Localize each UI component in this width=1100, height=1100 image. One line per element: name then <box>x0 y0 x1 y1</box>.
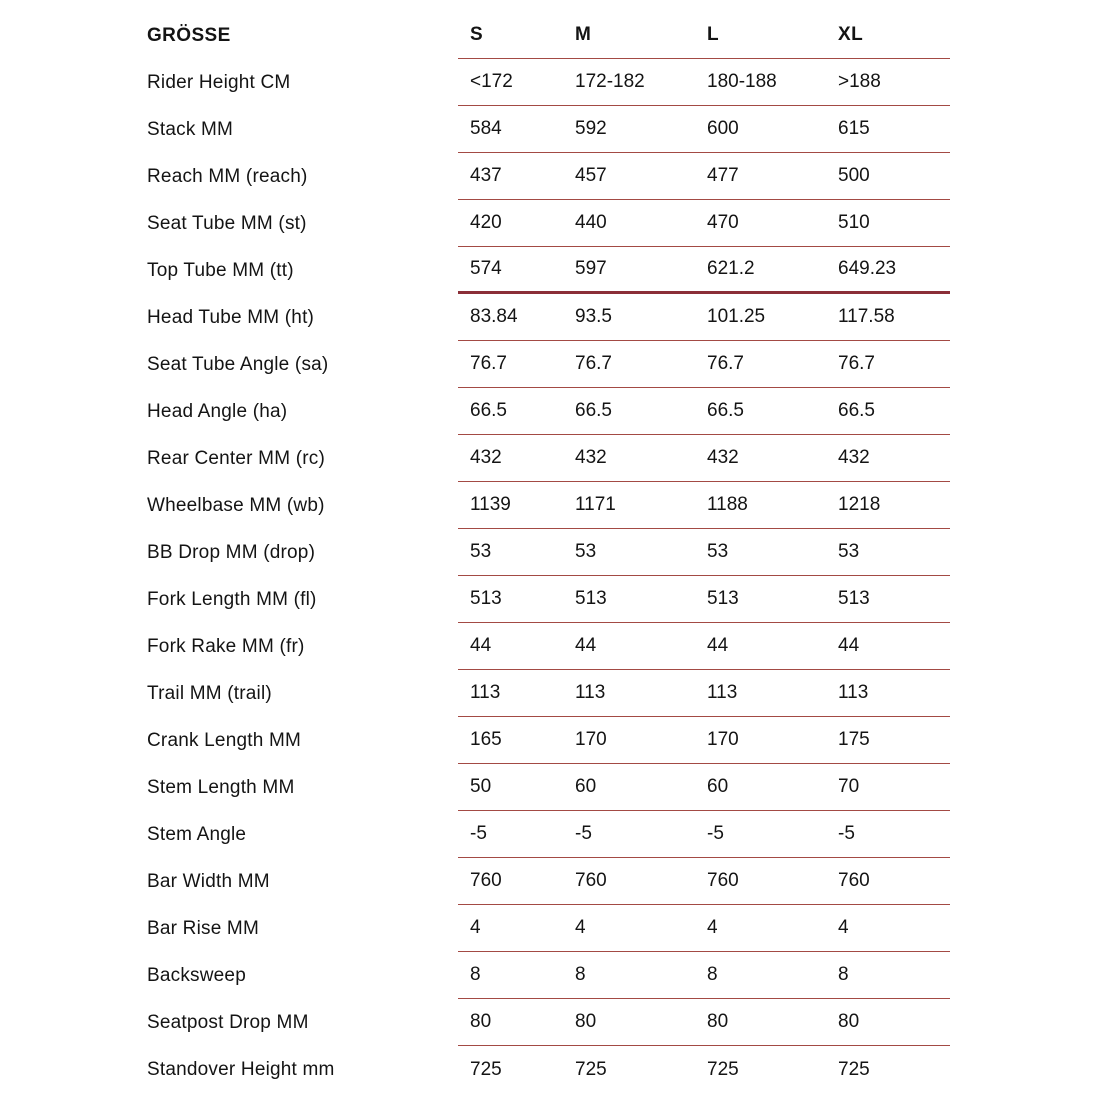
table-row <box>147 341 950 388</box>
table-row <box>147 435 950 482</box>
row-value-m: 172-182 <box>575 71 645 92</box>
table-row <box>147 623 950 670</box>
row-values <box>458 388 950 435</box>
table-row <box>147 952 950 999</box>
row-values <box>458 435 950 482</box>
row-value-s: 83.84 <box>470 306 518 327</box>
row-value-s: 50 <box>470 776 492 797</box>
row-values <box>458 670 950 717</box>
row-value-m: 457 <box>575 165 607 186</box>
row-value-s: 513 <box>470 588 502 609</box>
row-values <box>458 576 950 623</box>
row-value-l: 60 <box>707 776 729 797</box>
row-values <box>458 482 950 529</box>
row-label: Seatpost Drop MM <box>147 1011 309 1033</box>
row-value-m: 597 <box>575 258 607 279</box>
row-value-s: 584 <box>470 118 502 139</box>
row-value-xl: 4 <box>838 917 849 938</box>
table-row <box>147 764 950 811</box>
row-values <box>458 717 950 764</box>
row-label: Rider Height CM <box>147 71 291 93</box>
size-col-xl: XL <box>838 24 864 45</box>
table-row <box>147 1046 950 1093</box>
row-value-l: 621.2 <box>707 258 755 279</box>
row-value-s: 113 <box>470 682 501 703</box>
row-value-s: 432 <box>470 447 502 468</box>
row-value-m: 513 <box>575 588 607 609</box>
row-value-s: 1139 <box>470 494 511 515</box>
row-value-m: 4 <box>575 917 586 938</box>
row-label: Stem Angle <box>147 823 247 845</box>
row-values <box>458 247 950 294</box>
row-value-xl: 649.23 <box>838 258 897 279</box>
row-value-l: 180-188 <box>707 71 777 92</box>
row-values <box>458 623 950 670</box>
row-values <box>458 858 950 905</box>
row-value-xl: 80 <box>838 1011 860 1032</box>
row-value-l: 432 <box>707 447 739 468</box>
row-value-xl: 113 <box>838 682 869 703</box>
row-label: Stack MM <box>147 118 234 140</box>
row-value-s: 4 <box>470 917 481 938</box>
row-value-xl: 175 <box>838 729 870 750</box>
row-value-m: 60 <box>575 776 597 797</box>
row-label: Trail MM (trail) <box>147 682 272 704</box>
row-label: Top Tube MM (tt) <box>147 259 294 281</box>
row-values <box>458 811 950 858</box>
row-value-m: 76.7 <box>575 353 612 374</box>
row-value-l: 170 <box>707 729 739 750</box>
row-label: Stem Length MM <box>147 776 295 798</box>
size-header-label: GRÖSSE <box>147 24 231 46</box>
row-value-l: 470 <box>707 212 739 233</box>
row-value-m: 760 <box>575 870 607 891</box>
table-row <box>147 294 950 341</box>
table-row <box>147 858 950 905</box>
row-values <box>458 905 950 952</box>
row-value-xl: 44 <box>838 635 860 656</box>
row-value-xl: 500 <box>838 165 870 186</box>
row-value-s: 760 <box>470 870 502 891</box>
row-value-l: 44 <box>707 635 729 656</box>
size-col-m: M <box>575 24 592 45</box>
row-value-m: 8 <box>575 964 586 985</box>
row-label: Bar Width MM <box>147 870 270 892</box>
row-value-xl: 510 <box>838 212 870 233</box>
table-row <box>147 529 950 576</box>
row-value-l: 600 <box>707 118 739 139</box>
row-label: Fork Length MM (fl) <box>147 588 317 610</box>
row-value-xl: 725 <box>838 1058 870 1080</box>
table-body <box>147 59 1100 1093</box>
row-value-m: 44 <box>575 635 597 656</box>
row-value-s: -5 <box>470 823 487 844</box>
row-value-s: 44 <box>470 635 492 656</box>
row-value-s: 420 <box>470 212 502 233</box>
row-values <box>458 764 950 811</box>
row-values <box>458 153 950 200</box>
row-value-s: 66.5 <box>470 400 507 421</box>
row-value-l: 53 <box>707 541 729 562</box>
row-label: Bar Rise MM <box>147 917 259 939</box>
row-values <box>458 999 950 1046</box>
row-value-m: 113 <box>575 682 606 703</box>
row-value-xl: 53 <box>838 541 860 562</box>
row-values <box>458 200 950 247</box>
row-value-l: 760 <box>707 870 739 891</box>
row-value-l: 113 <box>707 682 738 703</box>
row-value-l: 513 <box>707 588 739 609</box>
row-label: Wheelbase MM (wb) <box>147 494 325 516</box>
row-value-m: 80 <box>575 1011 597 1032</box>
row-value-l: 80 <box>707 1011 729 1032</box>
row-value-m: -5 <box>575 823 592 844</box>
row-value-xl: -5 <box>838 823 855 844</box>
row-value-m: 440 <box>575 212 607 233</box>
row-value-m: 170 <box>575 729 607 750</box>
table-row <box>147 576 950 623</box>
row-values <box>458 294 950 341</box>
row-value-m: 725 <box>575 1058 607 1080</box>
row-value-s: 53 <box>470 541 492 562</box>
row-value-s: 8 <box>470 964 481 985</box>
table-row <box>147 247 950 294</box>
row-values <box>458 341 950 388</box>
row-value-xl: 66.5 <box>838 400 875 421</box>
row-value-xl: 76.7 <box>838 353 875 374</box>
row-label: Reach MM (reach) <box>147 165 308 187</box>
table-row <box>147 670 950 717</box>
row-value-l: 477 <box>707 165 739 186</box>
row-label: Seat Tube Angle (sa) <box>147 353 329 375</box>
row-value-xl: 760 <box>838 870 870 891</box>
row-label: BB Drop MM (drop) <box>147 541 316 563</box>
row-values <box>458 1046 950 1093</box>
row-value-l: 4 <box>707 917 718 938</box>
row-value-s: 574 <box>470 258 502 279</box>
row-value-m: 93.5 <box>575 306 612 327</box>
row-value-m: 66.5 <box>575 400 612 421</box>
table-row <box>147 999 950 1046</box>
row-label: Head Tube MM (ht) <box>147 306 315 328</box>
row-label: Standover Height mm <box>147 1058 335 1080</box>
row-values <box>458 106 950 153</box>
table-row <box>147 482 950 529</box>
row-value-xl: 513 <box>838 588 870 609</box>
row-label: Rear Center MM (rc) <box>147 447 325 469</box>
row-value-xl: 1218 <box>838 494 881 515</box>
row-label: Head Angle (ha) <box>147 400 288 422</box>
row-value-l: 101.25 <box>707 306 766 327</box>
table-row <box>147 905 950 952</box>
size-header-columns <box>458 12 950 59</box>
row-value-xl: 432 <box>838 447 870 468</box>
row-value-s: 437 <box>470 165 502 186</box>
row-value-s: 76.7 <box>470 353 507 374</box>
row-value-xl: 8 <box>838 964 849 985</box>
row-value-s: <172 <box>470 71 513 92</box>
table-header-row <box>147 12 950 59</box>
table-row <box>147 388 950 435</box>
row-value-l: -5 <box>707 823 724 844</box>
table-row <box>147 200 950 247</box>
row-value-l: 76.7 <box>707 353 744 374</box>
row-value-m: 432 <box>575 447 607 468</box>
row-value-l: 1188 <box>707 494 748 515</box>
row-value-l: 8 <box>707 964 718 985</box>
table-row <box>147 106 950 153</box>
row-value-m: 592 <box>575 118 607 139</box>
row-label: Seat Tube MM (st) <box>147 212 307 234</box>
size-col-l: L <box>707 24 720 45</box>
row-value-xl: 615 <box>838 118 870 139</box>
size-col-s: S <box>470 24 484 45</box>
table-row <box>147 153 950 200</box>
row-value-xl: >188 <box>838 71 881 92</box>
row-label: Backsweep <box>147 964 246 986</box>
row-value-s: 80 <box>470 1011 492 1032</box>
row-value-l: 725 <box>707 1058 739 1080</box>
table-row <box>147 717 950 764</box>
row-value-s: 725 <box>470 1058 502 1080</box>
row-values <box>458 529 950 576</box>
row-value-xl: 117.58 <box>838 306 895 327</box>
row-values <box>458 59 950 106</box>
row-label: Crank Length MM <box>147 729 302 751</box>
row-value-l: 66.5 <box>707 400 744 421</box>
row-values <box>458 952 950 999</box>
row-value-xl: 70 <box>838 776 860 797</box>
row-value-s: 165 <box>470 729 502 750</box>
row-value-m: 53 <box>575 541 597 562</box>
row-label: Fork Rake MM (fr) <box>147 635 305 657</box>
row-value-m: 1171 <box>575 494 616 515</box>
table-row <box>147 59 950 106</box>
table-row <box>147 811 950 858</box>
